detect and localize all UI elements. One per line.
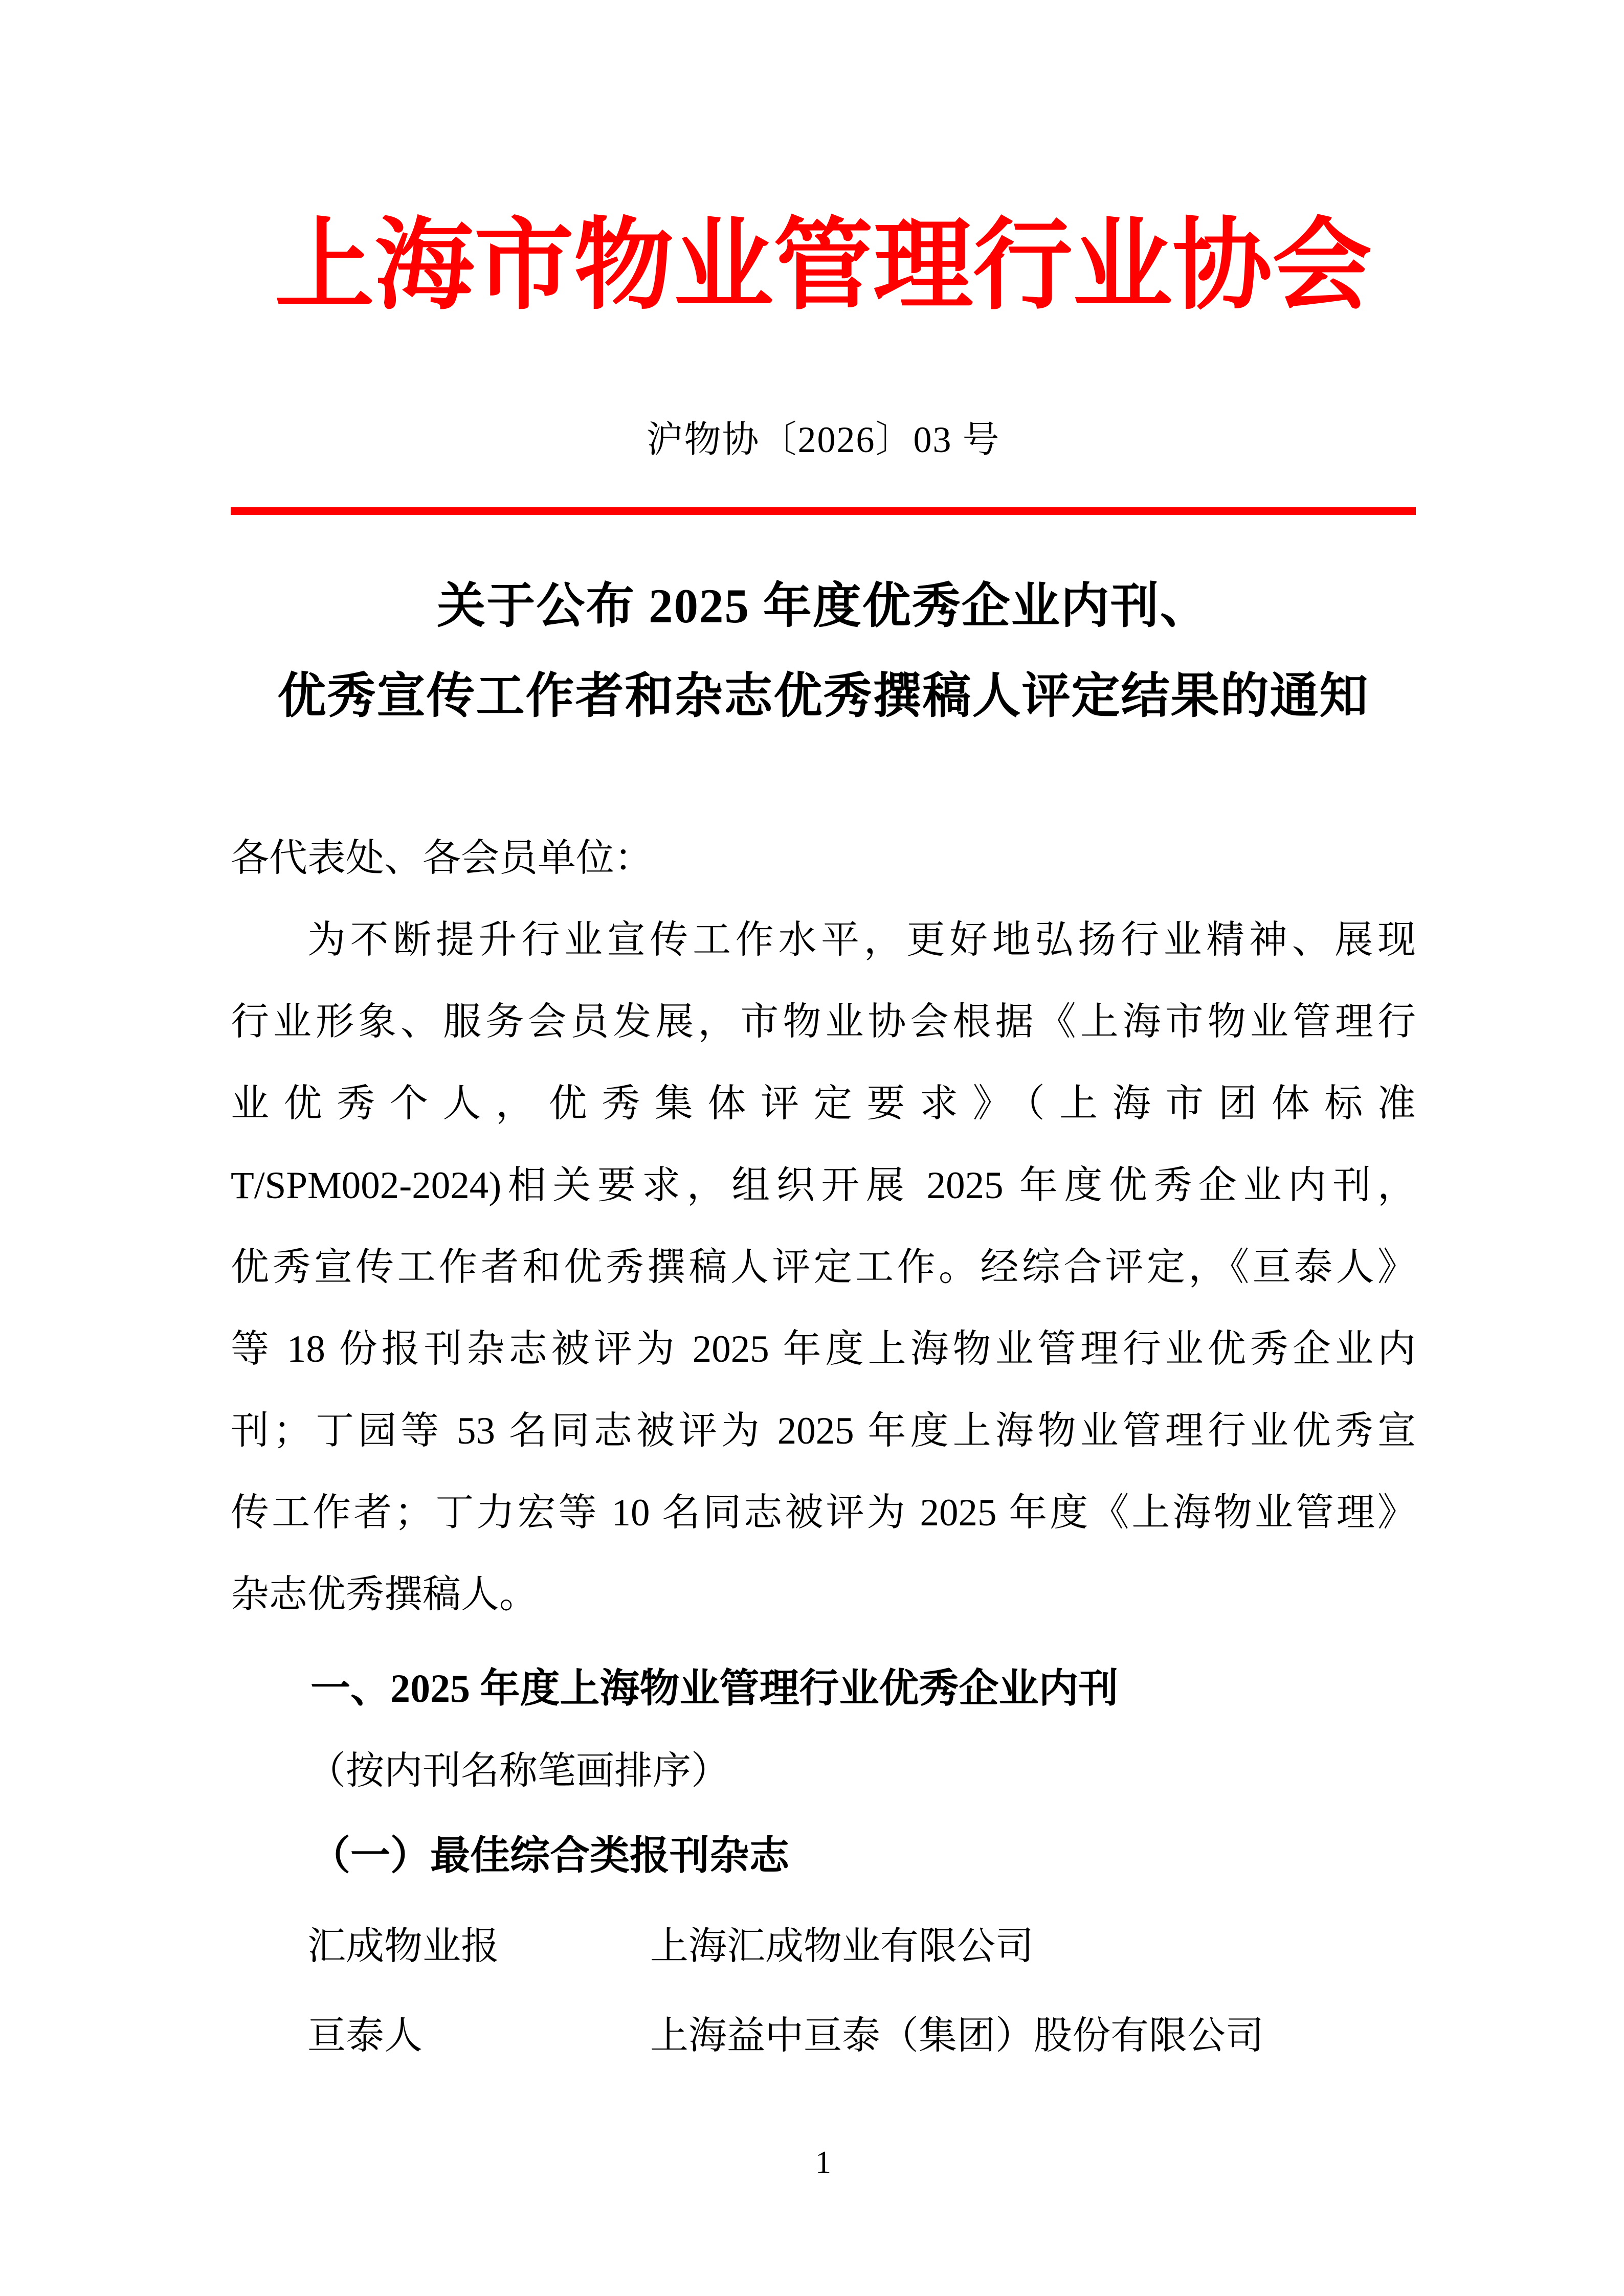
body-line: 等 18 份报刊杂志被评为 2025 年度上海物业管理行业优秀企业内 [231,1328,1416,1371]
award-row [231,1902,1416,1991]
sort-order-note: （按内刊名称笔画排序） [307,1750,730,1793]
body-line: 行业形象、服务会员发展，市物业协会根据《上海市物业管理行 [231,1001,1416,1044]
company-name: 上海益中亘泰（集团）股份有限公司 [650,2015,1264,2058]
body-line: 业优秀个人，优秀集体评定要求》（上海市团体标准 [231,1083,1416,1126]
body-line: 刊；丁园等 53 名同志被评为 2025 年度上海物业管理行业优秀宣 [231,1410,1416,1453]
section-heading-1: 一、2025 年度上海物业管理行业优秀企业内刊 [310,1666,1119,1711]
document-title-line-1: 关于公布 2025 年度优秀企业内刊、 [437,579,1210,634]
body-line: 传工作者；丁力宏等 10 名同志被评为 2025 年度《上海物业管理》 [231,1492,1416,1535]
company-name: 上海汇成物业有限公司 [650,1925,1034,1968]
red-divider-rule [231,507,1416,515]
body-last-line: 杂志优秀撰稿人。 [231,1573,538,1616]
award-list [231,1902,1416,2081]
document-title [231,561,1416,741]
body-line: 优秀宣传工作者和优秀撰稿人评定工作。经综合评定，《亘泰人》 [231,1246,1416,1289]
document-title-line-2: 优秀宣传工作者和杂志优秀撰稿人评定结果的通知 [277,669,1369,724]
section-subheading-1: （一）最佳综合类报刊杂志 [310,1833,790,1878]
letter-body [231,818,1416,1636]
body-line: 为不断提升行业宣传工作水平，更好地弘扬行业精神、展现 [307,919,1416,962]
page-number: 1 [815,2145,831,2180]
organization-title: 上海市物业管理行业协会 [275,211,1372,322]
publication-name: 亘泰人 [307,2015,423,2058]
document-number: 沪物协〔2026〕03 号 [646,419,1000,460]
publication-name: 汇成物业报 [307,1925,500,1968]
salutation-line: 各代表处、各会员单位： [231,837,653,880]
body-line: T/SPM002-2024)相关要求，组织开展 2025 年度优秀企业内刊， [231,1164,1416,1207]
award-row [231,1991,1416,2081]
